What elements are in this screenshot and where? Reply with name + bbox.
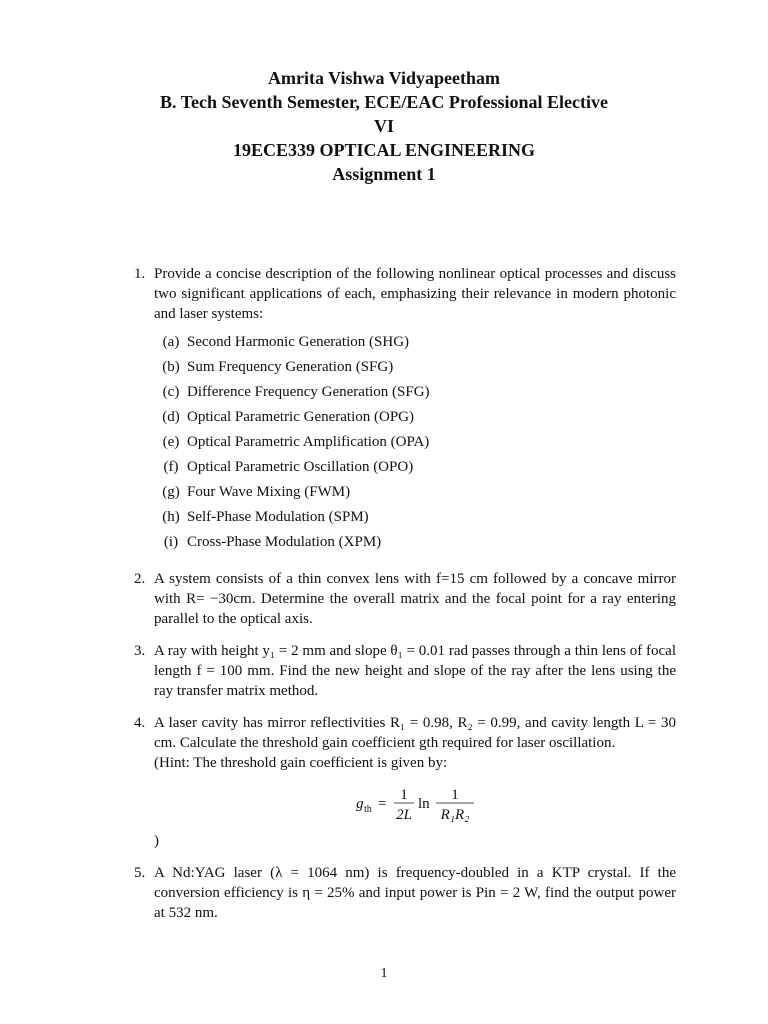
item-label: (d) [162,409,180,425]
list-item [154,532,676,557]
question-1 [134,264,676,557]
question-text: Provide a concise description of the following nonlinear optical processes and discuss two significant applications of each, emphasizing their relevance in modern photonic and laser systems: [154,266,676,322]
document-header [0,66,768,186]
item-label: (f) [163,459,179,475]
eq-frac2-den: R₁R₂ [440,807,470,823]
item-text: Difference Frequency Generation (SFG) [187,384,430,400]
list-item [154,482,676,507]
question-text: A laser cavity has mirror reflectivities R₁ = 0.98, R₂ = 0.99, and cavity length L = 30 cm. Calculate the threshold gain coefficient gth required for laser oscillation. [154,715,676,751]
list-item [154,507,676,532]
list-item [154,332,676,357]
course-title: 19ECE339 OPTICAL ENGINEERING [232,140,536,160]
course-semester-cont: VI [373,116,394,136]
item-text: Optical Parametric Amplification (OPA) [187,434,430,450]
item-text: Optical Parametric Oscillation (OPO) [187,459,414,475]
eq-frac1-num: 1 [400,787,408,803]
eq-equals: = [378,796,387,812]
question-2 [134,569,676,629]
question-text: A system consists of a thin convex lens with f=15 cm followed by a concave mirror with R= −30cm. Determine the overall matrix and the focal point for a ray entering parallel to the optical axis. [154,571,676,627]
item-text: Cross-Phase Modulation (XPM) [187,534,382,550]
hint-close: ) [154,833,159,849]
item-label: (h) [162,509,180,525]
item-text: Self-Phase Modulation (SPM) [187,509,369,525]
question-number: 2. [134,571,146,587]
item-text: Sum Frequency Generation (SFG) [187,359,394,375]
list-item [154,457,676,482]
item-label: (c) [162,384,180,400]
question-4 [134,713,676,851]
eq-ln: ln [418,796,430,812]
item-label: (b) [162,359,180,375]
eq-frac1-den: 2L [396,807,412,823]
equation-svg [354,783,504,823]
subitem-list [154,332,676,557]
question-number: 3. [134,643,146,659]
eq-frac2-num: 1 [451,787,459,803]
assignment-title: Assignment 1 [332,164,436,184]
course-semester: B. Tech Seventh Semester, ECE/EAC Professional Elective [160,92,608,112]
question-hint: (Hint: The threshold gain coefficient is given by: [154,755,448,771]
question-list [134,264,676,935]
list-item [154,432,676,457]
eq-lhs: g [356,796,364,812]
question-text: A Nd:YAG laser (λ = 1064 nm) is frequency-doubled in a KTP crystal. If the conversion efficiency is η = 25% and input power is Pin = 2 W, find the output power at 532 nm. [154,865,676,921]
item-text: Optical Parametric Generation (OPG) [187,409,414,425]
threshold-gain-equation [154,783,676,823]
item-label: (g) [162,484,180,500]
question-text: A ray with height y₁ = 2 mm and slope θ₁ = 0.01 rad passes through a thin lens of focal length f = 100 mm. Find the new height and slope of the ray after the lens using the ray transfer matrix method. [154,643,676,699]
list-item [154,357,676,382]
question-number: 4. [134,715,146,731]
eq-lhs-sub: th [364,804,372,815]
university-name: Amrita Vishwa Vidyapeetham [267,68,500,88]
item-label: (e) [162,434,180,450]
question-number: 5. [134,865,146,881]
list-item [154,407,676,432]
question-5 [134,863,676,923]
item-text: Second Harmonic Generation (SHG) [187,334,410,350]
page-number: 1 [380,966,388,981]
question-3 [134,641,676,701]
item-label: (a) [162,334,180,350]
list-item [154,382,676,407]
item-label: (i) [163,534,179,550]
item-text: Four Wave Mixing (FWM) [187,484,351,500]
question-number: 1. [134,266,146,282]
